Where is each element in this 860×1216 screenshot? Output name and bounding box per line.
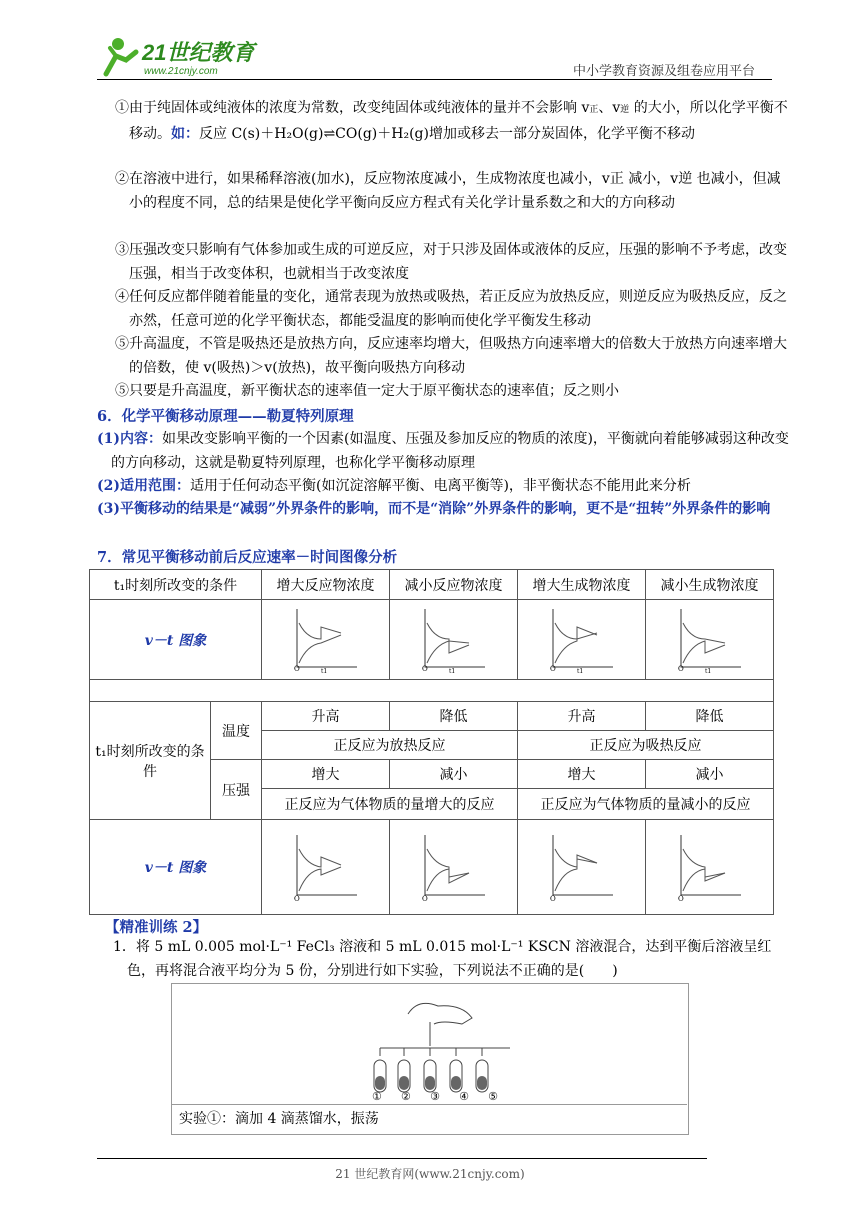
svg-text:t1: t1: [576, 667, 583, 675]
section-6-content: (1)内容：如果改变影响平衡的一个因素(如温度、压强及参加反应的物质的浓度)，平衡就向着能够减弱这种改变的方向移动，这就是勒夏特列原理，也称化学平衡移动原理: [97, 431, 789, 471]
svg-text:O: O: [677, 895, 684, 903]
svg-text:t1: t1: [704, 667, 711, 675]
temp-note: 正反应为放热反应: [262, 731, 518, 760]
training-title: 【精准训练 2】: [105, 919, 208, 936]
header-divider: [97, 79, 772, 80]
vt-graph: [262, 600, 390, 680]
point-3: ③压强改变只影响有气体参加或生成的可逆反应，对于只涉及固体或液体的反应，压强的影响不予考虑，改变压强，相当于改变体积，也就相当于改变浓度: [115, 242, 787, 282]
temp-label: 温度: [211, 702, 262, 760]
temp-val: 降低: [390, 702, 518, 731]
rate-time-table: [89, 569, 774, 702]
point-6: ⑤只要是升高温度，新平衡状态的速率值一定大于原平衡状态的速率值；反之则小: [115, 383, 619, 399]
svg-text:21世纪教育: 21世纪教育: [142, 40, 255, 65]
press-val: 减小: [646, 760, 774, 789]
footer-text: 21 世纪教育网(www.21cnjy.com): [335, 1167, 525, 1181]
press-val: 减小: [390, 760, 518, 789]
svg-text:t1: t1: [448, 667, 455, 675]
cond-label: t₁时刻所改变的条件: [90, 702, 211, 820]
temp-val: 降低: [646, 702, 774, 731]
svg-text:www.21cnjy.com: www.21cnjy.com: [144, 66, 218, 77]
point-4: ④任何反应都伴随着能量的变化，通常表现为放热或吸热，若正反应为放热反应，则逆反应为吸热反应，反之亦然，任意可逆的化学平衡状态，都能受温度的影响而使化学平衡发生移动: [115, 289, 787, 329]
section-6-title: 6．化学平衡移动原理——勒夏特列原理: [97, 408, 354, 425]
svg-text:O: O: [549, 895, 556, 903]
platform-name: 中小学教育资源及组卷应用平台: [573, 64, 756, 79]
condition-table: [89, 701, 774, 915]
section-6-result: (3)平衡移动的结果是“减弱”外界条件的影响，而不是“消除”外界条件的影响，更不是“扭转”外界条件的影响: [97, 501, 771, 517]
col-1: 增大反应物浓度: [262, 570, 390, 600]
svg-text:O: O: [677, 664, 684, 673]
svg-text:O: O: [293, 664, 300, 673]
vt-graph: [262, 820, 390, 915]
svg-text:O: O: [421, 895, 428, 903]
section-7-title: 7．常见平衡移动前后反应速率－时间图像分析: [97, 549, 398, 566]
temp-val: 升高: [518, 702, 646, 731]
footer-divider: [97, 1158, 707, 1159]
press-val: 增大: [518, 760, 646, 789]
vt-graph: [646, 820, 774, 915]
temp-note: 正反应为吸热反应: [518, 731, 774, 760]
col-3: 增大生成物浓度: [518, 570, 646, 600]
col-2: 减小反应物浓度: [390, 570, 518, 600]
vt-graph: [518, 820, 646, 915]
press-note: 正反应为气体物质的量增大的反应: [262, 789, 518, 820]
press-label: 压强: [211, 760, 262, 820]
logo: [92, 34, 262, 80]
press-val: 增大: [262, 760, 390, 789]
vt-graph: [518, 600, 646, 680]
vt-label: v－t 图象: [90, 600, 262, 680]
experiment-1-caption: 实验①：滴加 4 滴蒸馏水，振荡: [171, 1104, 687, 1132]
col-4: 减小生成物浓度: [646, 570, 774, 600]
svg-text:O: O: [421, 664, 428, 673]
tube-labels: ① ② ③ ④ ⑤: [372, 1090, 498, 1103]
vt-graph: [646, 600, 774, 680]
point-2: ②在溶液中进行，如果稀释溶液(加水)，反应物浓度减小，生成物浓度也减小，v正 减小，v逆 也减小，但减小的程度不同，总的结果是使化学平衡向反应方程式有关化学计量系数之和大的方向移动: [115, 171, 781, 211]
spacer-row: [90, 680, 774, 702]
press-note: 正反应为气体物质的量减小的反应: [518, 789, 774, 820]
svg-text:O: O: [549, 664, 556, 673]
question-1: 1．将 5 mL 0.005 mol·L⁻¹ FeCl₃ 溶液和 5 mL 0.015 mol·L⁻¹ KSCN 溶液混合，达到平衡后溶液呈红色，再将混合液平均分为 5 份，分别进行如下实验，下列说法不正确的是( ): [113, 939, 772, 979]
temp-val: 升高: [262, 702, 390, 731]
vt-graph: [390, 820, 518, 915]
vt-label-2: v－t 图象: [90, 820, 262, 915]
point-5: ⑤升高温度，不管是吸热还是放热方向，反应速率均增大，但吸热方向速率增大的倍数大于放热方向速率增大的倍数，使 v(吸热)＞v(放热)，故平衡向吸热方向移动: [115, 336, 787, 376]
point-1: ①由于纯固体或纯液体的浓度为常数，改变纯固体或纯液体的量并不会影响 v正、v逆 的大小，所以化学平衡不移动。如：反应 C(s)＋H₂O(g)⇌CO(g)＋H₂(g)增加或移去一部分炭固体，化学平衡不移动: [115, 100, 788, 142]
vt-graph: [390, 600, 518, 680]
section-6-scope: (2)适用范围：适用于任何动态平衡(如沉淀溶解平衡、电离平衡等)，非平衡状态不能用此来分析: [97, 478, 691, 494]
svg-text:t1: t1: [320, 667, 327, 675]
svg-text:O: O: [293, 895, 300, 903]
row-head: t₁时刻所改变的条件: [90, 570, 262, 600]
